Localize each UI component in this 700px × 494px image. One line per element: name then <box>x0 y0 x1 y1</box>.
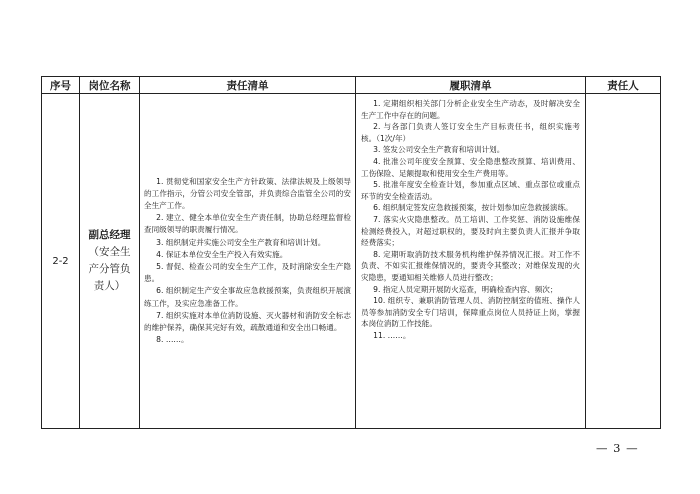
duties-cell <box>356 94 586 429</box>
role-note-line: 责人） <box>93 280 126 292</box>
page-number: — 3 — <box>596 441 639 455</box>
list-item: 1. 定期组织相关部门分析企业安全生产动态，及时解决安全生产工作中存在的问题。 <box>361 99 580 120</box>
list-item: 2. 与各部门负责人签订安全生产目标责任书，组织实施考核。（1次/年） <box>361 122 580 143</box>
header-responsibilities: 责任清单 <box>140 77 356 94</box>
list-item: 7. 组织实施对本单位消防设施、灭火器材和消防安全标志的维护保养，确保其完好有效，疏散通道和安全出口畅通。 <box>144 310 351 333</box>
table-row <box>42 94 661 429</box>
role-cell <box>80 94 140 429</box>
list-item: 6. 组织制定生产安全事故应急救援预案，负责组织开展演练工作，及实应急准备工作。 <box>144 286 351 308</box>
list-item: 4. 保证本单位安全生产投入有效实施。 <box>156 249 288 259</box>
list-item: 3. 组织制定并实施公司安全生产教育和培训计划。 <box>156 237 326 247</box>
table-header-row <box>42 77 661 94</box>
list-item: 10. 组织专、兼职消防管理人员、消防控制室的值班、操作人员等参加消防安全专门培训，保障重点岗位人员持证上岗，掌握本岗位消防工作技能。 <box>361 296 580 329</box>
duties-list <box>356 94 585 343</box>
person-cell <box>586 94 661 429</box>
header-person: 责任人 <box>586 77 661 94</box>
header-number: 序号 <box>42 77 80 94</box>
list-item: 5. 批准年度安全检查计划，参加重点区域、重点部位或重点环节的安全检查活动。 <box>361 180 580 201</box>
duty-table <box>41 76 661 429</box>
row-number: 2-2 <box>42 94 80 429</box>
list-item: 5. 督促、检查公司的安全生产工作，及时消除安全生产隐患。 <box>144 262 351 284</box>
list-item: 3. 签发公司安全生产教育和培训计划。 <box>373 145 505 155</box>
header-role: 岗位名称 <box>80 77 140 94</box>
role-title: 副总经理 <box>88 229 131 241</box>
list-item: 2. 建立、健全本单位安全生产责任制，协助总经理监督检查同级领导的职责履行情况。 <box>144 213 351 235</box>
list-item: 8. 定期听取消防技术服务机构维护保养情况汇报。对工作不负责、不如实汇报维保情况的，要责令其整改；对维保发现的火灾隐患，要通知相关维修人员进行整改； <box>361 249 580 282</box>
responsibilities-cell <box>140 94 356 429</box>
role-note-line: （安全生 <box>88 246 131 258</box>
list-item: 9. 指定人员定期开展防火巡查，明确检查内容、频次； <box>373 284 558 294</box>
role-note-line: 产分管负 <box>88 263 131 275</box>
list-item: 6. 组织制定签发应急救援预案，按计划参加应急救援演练。 <box>373 203 573 213</box>
list-item: 7. 落实火灾隐患整改。员工培训、工作奖惩、消防设施维保检测经费投入，对超过职权的，要及时向主要负责人汇报并争取经费落实； <box>361 214 580 248</box>
responsibilities-list <box>140 176 355 347</box>
list-item: 1. 贯彻党和国家安全生产方针政策、法律法规及上级领导的工作指示，分管公司安全管部，并负责综合监管全公司的安全生产工作。 <box>144 176 351 210</box>
list-item: 4. 批准公司年度安全预算、安全隐患整改预算、培训费用、工伤保险、足额提取和使用安全生产费用等。 <box>361 156 580 178</box>
list-item: 11. ……。 <box>373 330 411 340</box>
header-duties: 履职清单 <box>356 77 586 94</box>
list-item: 8. ……。 <box>156 335 189 345</box>
